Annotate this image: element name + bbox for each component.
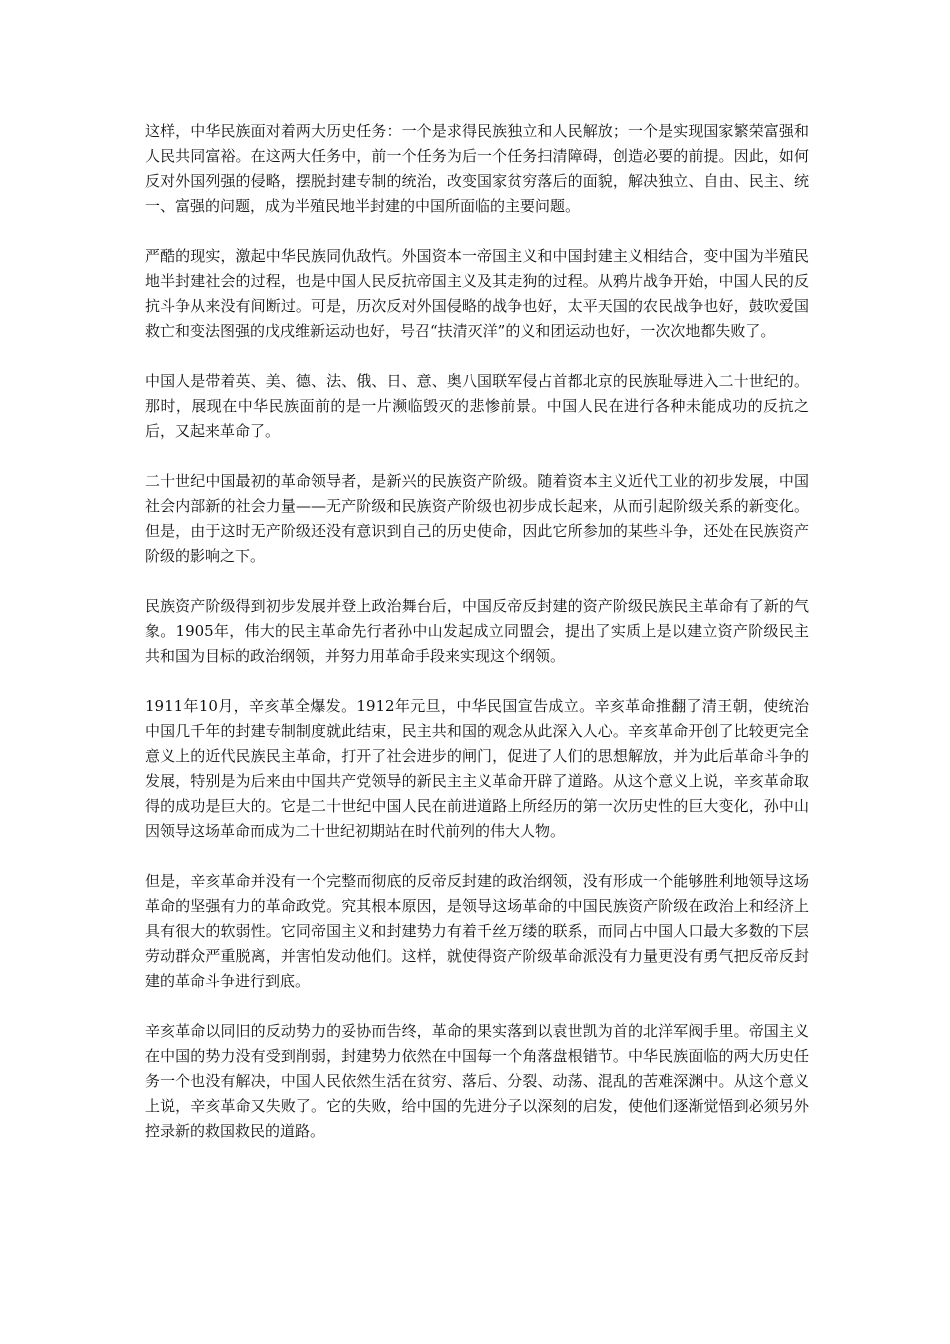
paragraph-4: 二十世纪中国最初的革命领导者，是新兴的民族资产阶级。随着资本主义近代工业的初步发展，中国社会内部新的社会力量——无产阶级和民族资产阶级也初步成长起来，从而引起阶级关系的新变化。但是，由于这时无产阶级还没有意识到自己的历史使命，因此它所参加的某些斗争，还处在民族资产阶级的影响之下。 [145, 472, 809, 565]
paragraph-8: 辛亥革命以同旧的反动势力的妥协而告终，革命的果实落到以袁世凯为首的北洋军阀手里。帝国主义在中国的势力没有受到削弱，封建势力依然在中国每一个角落盘根错节。中华民族面临的两大历史任务一个也没有解决，中国人民依然生活在贫穷、落后、分裂、动荡、混乱的苦难深渊中。从这个意义上说，辛亥革命又失败了。它的失败，给中国的先进分子以深刻的启发，使他们逐渐觉悟到必须另外控录新的救国救民的道路。 [145, 1022, 809, 1140]
paragraph-1: 这样，中华民族面对着两大历史任务：一个是求得民族独立和人民解放；一个是实现国家繁荣富强和人民共同富裕。在这两大任务中，前一个任务为后一个任务扫清障碍，创造必要的前提。因此，如何反对外国列强的侵略，摆脱封建专制的统治，改变国家贫穷落后的面貌，解决独立、自由、民主、统一、富强的问题，成为半殖民地半封建的中国所面临的主要问题。 [145, 122, 809, 215]
document-page [145, 119, 809, 1169]
paragraph-5: 民族资产阶级得到初步发展并登上政治舞台后，中国反帝反封建的资产阶级民族民主革命有了新的气象。1905年，伟大的民主革命先行者孙中山发起成立同盟会，提出了实质上是以建立资产阶级民主共和国为目标的政治纲领，并努力用革命手段来实现这个纲领。 [145, 597, 809, 665]
paragraph-2: 严酷的现实，激起中华民族同仇敌忾。外国资本一帝国主义和中国封建主义相结合，变中国为半殖民地半封建社会的过程，也是中国人民反抗帝国主义及其走狗的过程。从鸦片战争开始，中国人民的反抗斗争从来没有间断过。可是，历次反对外国侵略的战争也好，太平天国的农民战争也好，鼓吹爱国救亡和变法图强的戊戌维新运动也好，号召“扶清灭洋”的义和团运动也好，一次次地都失败了。 [145, 247, 809, 340]
paragraph-7: 但是，辛亥革命并没有一个完整而彻底的反帝反封建的政治纲领，没有形成一个能够胜利地领导这场革命的坚强有力的革命政党。究其根本原因，是领导这场革命的中国民族资产阶级在政治上和经济上具有很大的软弱性。它同帝国主义和封建势力有着千丝万缕的联系，而同占中国人口最大多数的下层劳动群众严重脱离，并害怕发动他们。这样，就使得资产阶级革命派没有力量更没有勇气把反帝反封建的革命斗争进行到底。 [145, 872, 809, 990]
paragraph-6: 1911年10月，辛亥革全爆发。1912年元旦，中华民国宣告成立。辛亥革命推翻了清王朝，使统治中国几千年的封建专制制度就此结束，民主共和国的观念从此深入人心。辛亥革命开创了比较更完全意义上的近代民族民主革命，打开了社会进步的闸门，促进了人们的思想解放，并为此后革命斗争的发展，特别是为后来由中国共产党领导的新民主主义革命开辟了道路。从这个意义上说，辛亥革命取得的成功是巨大的。它是二十世纪中国人民在前进道路上所经历的第一次历史性的巨大变化，孙中山因领导这场革命而成为二十世纪初期站在时代前列的伟大人物。 [145, 697, 809, 840]
paragraph-3: 中国人是带着英、美、德、法、俄、日、意、奥八国联军侵占首都北京的民族耻辱进入二十世纪的。那时，展现在中华民族面前的是一片濒临毁灭的悲惨前景。中国人民在进行各种未能成功的反抗之后，又起来革命了。 [145, 372, 809, 440]
